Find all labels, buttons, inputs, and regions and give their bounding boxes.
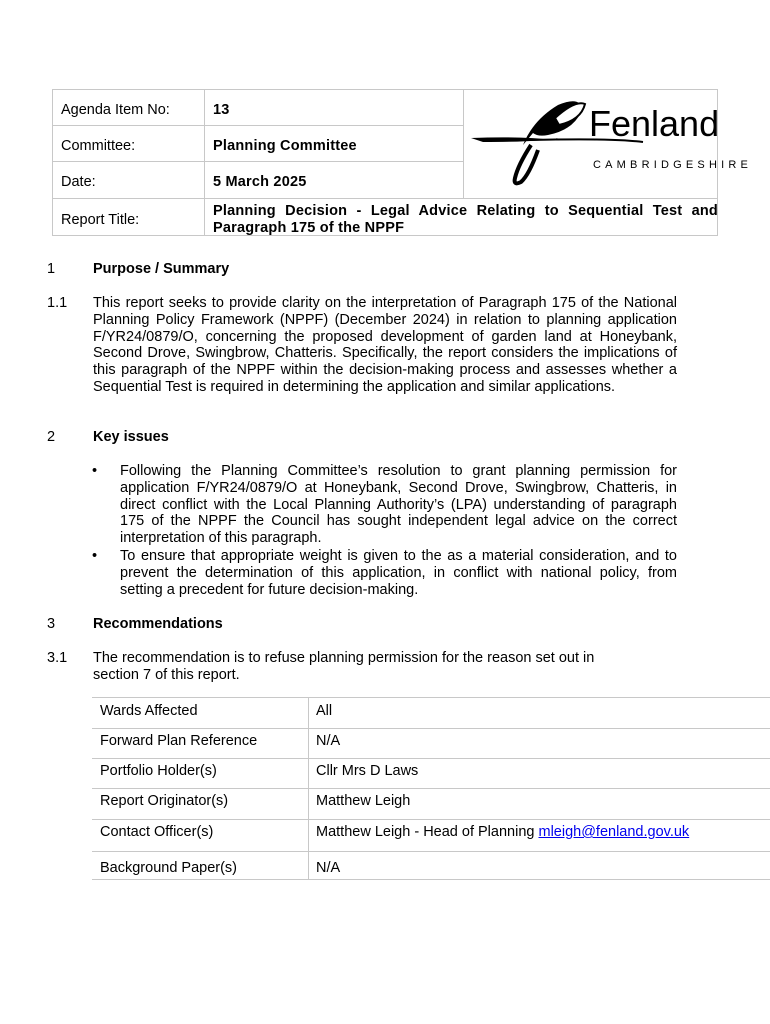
key-issue-2: To ensure that appropriate weight is given to the as a material consideration, and to prevent the determination of this application, in conflict with national policy, from setting a precedent for future decision-making. bbox=[120, 548, 677, 598]
date-label: Date: bbox=[61, 174, 96, 190]
row-value-contact bbox=[316, 824, 689, 840]
section-1-1-text: This report seeks to provide clarity on the interpretation of Paragraph 175 of the National Planning Policy Framework (NPPF) (December 2024) in relation to planning application F/YR24/0879/O, concerning the proposed development of garden land at Honeybank, Second Drove, Swingbrow, Chatteris. Specifically, the report considers the implications of this paragraph of the NPPF within the decision-making process and assesses whether a Sequential Test is required in determining the application and similar applications. bbox=[93, 295, 677, 395]
section-3-number: 3 bbox=[47, 616, 56, 632]
section-2-heading: Key issues bbox=[93, 429, 169, 445]
contact-email-link[interactable]: mleigh@fenland.gov.uk bbox=[538, 824, 690, 840]
agenda-item-value: 13 bbox=[213, 102, 230, 118]
recommendation-line-1: The recommendation is to refuse planning permission for the reason set out in bbox=[93, 650, 595, 666]
row-value-background-papers: N/A bbox=[316, 860, 341, 876]
committee-value: Planning Committee bbox=[213, 138, 357, 154]
recommendation-line-2: section 7 of this report. bbox=[93, 667, 240, 683]
agenda-item-label: Agenda Item No: bbox=[61, 102, 170, 118]
row-value-originator: Matthew Leigh bbox=[316, 793, 411, 809]
contact-name: Matthew Leigh - Head of Planning bbox=[316, 824, 539, 840]
report-title-label: Report Title: bbox=[61, 212, 140, 228]
row-key-wards: Wards Affected bbox=[100, 703, 198, 719]
row-key-portfolio-holder: Portfolio Holder(s) bbox=[100, 763, 217, 779]
section-3-1-number: 3.1 bbox=[47, 650, 68, 666]
key-issue-1: Following the Planning Committee’s resolution to grant planning permission for application F/YR24/0879/O at Honeybank, Second Drove, Swingbrow, Chatteris, in direct conflict with the Local Planning Authority’s (LPA) understanding of paragraph 175 of the NPPF the Council has sought independent legal advice on the correct interpretation of this paragraph. bbox=[120, 463, 677, 547]
bullet-icon: • bbox=[92, 463, 98, 479]
logo-wordmark: Fenland bbox=[589, 103, 720, 144]
section-1-number: 1 bbox=[47, 261, 56, 277]
row-key-forward-plan: Forward Plan Reference bbox=[100, 733, 258, 749]
table-row bbox=[92, 788, 770, 819]
row-value-portfolio-holder: Cllr Mrs D Laws bbox=[316, 763, 419, 779]
row-value-wards: All bbox=[316, 703, 333, 719]
date-value: 5 March 2025 bbox=[213, 174, 307, 190]
fenland-logo-icon bbox=[463, 90, 753, 198]
report-header-table bbox=[52, 89, 753, 236]
table-row bbox=[92, 758, 770, 788]
table-row bbox=[92, 851, 770, 880]
row-key-background-papers: Background Paper(s) bbox=[100, 860, 238, 876]
section-1-1-number: 1.1 bbox=[47, 295, 68, 311]
section-3-1-text bbox=[93, 650, 594, 684]
report-title-value bbox=[213, 203, 718, 237]
row-key-contact: Contact Officer(s) bbox=[100, 824, 214, 840]
section-2-number: 2 bbox=[47, 429, 56, 445]
report-title-line-2: Paragraph 175 of the NPPF bbox=[213, 220, 405, 236]
logo-subtext: CAMBRIDGESHIRE bbox=[593, 159, 753, 171]
fenland-logo bbox=[463, 90, 753, 198]
committee-label: Committee: bbox=[61, 138, 136, 154]
table-row bbox=[92, 728, 770, 758]
row-value-forward-plan: N/A bbox=[316, 733, 341, 749]
bullet-icon: • bbox=[92, 548, 98, 564]
section-1-heading: Purpose / Summary bbox=[93, 261, 230, 277]
table-row bbox=[92, 697, 770, 728]
row-key-originator: Report Originator(s) bbox=[100, 793, 229, 809]
section-3-heading: Recommendations bbox=[93, 616, 223, 632]
table-row bbox=[92, 819, 770, 851]
report-title-line-1: Planning Decision - Legal Advice Relating to Sequential Test and bbox=[213, 203, 718, 219]
